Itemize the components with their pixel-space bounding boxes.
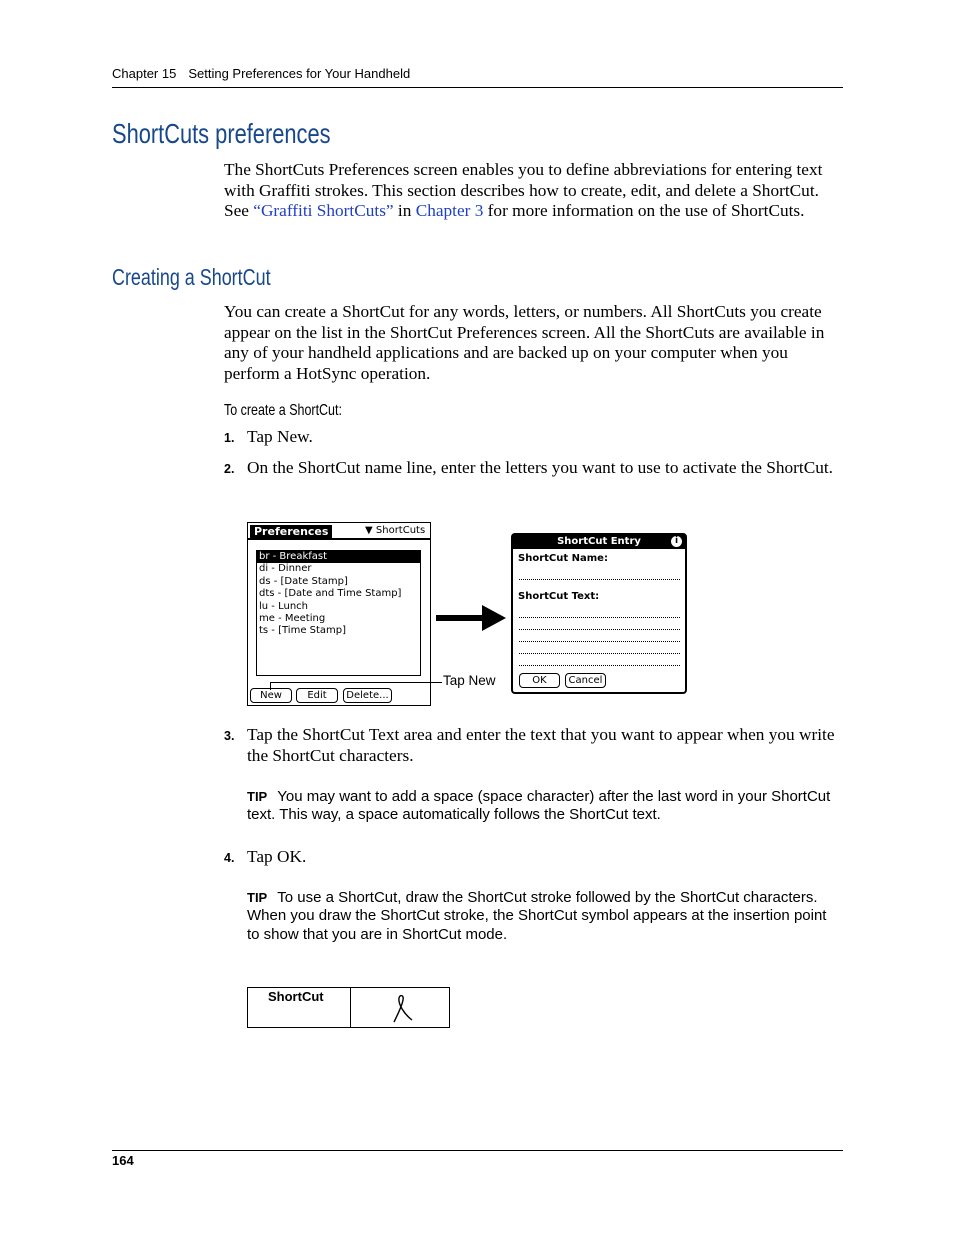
procedure-title: To create a ShortCut: [224, 402, 342, 419]
intro-text-end: for more information on the use of ShortCuts. [483, 201, 805, 220]
ok-button[interactable]: OK [519, 673, 560, 688]
shortcut-list [256, 550, 421, 676]
shortcut-entry-dialog [511, 533, 687, 694]
shortcut-name-field[interactable] [519, 579, 680, 580]
tip-note [247, 788, 837, 825]
step-text: On the ShortCut name line, enter the letters you want to use to activate the ShortCut. [247, 458, 833, 477]
intro-text-between: in [393, 201, 416, 220]
intro-paragraph [224, 160, 844, 222]
shortcut-text-line[interactable] [519, 665, 680, 666]
title-underline [248, 538, 430, 540]
category-picker[interactable] [365, 525, 425, 537]
step-number: 2. [224, 462, 235, 476]
table-divider [350, 988, 351, 1027]
running-header [112, 66, 843, 81]
chapter-3-link[interactable]: Chapter 3 [415, 201, 484, 220]
step-number: 3. [224, 729, 235, 743]
subsection-body: You can create a ShortCut for any words, letters, or numbers. All ShortCuts you create appear on the list in the ShortCut Preferences screen. All the ShortCuts are available in any of your handheld applications and are backed up on your computer when you perform a HotSync operation. [224, 302, 825, 383]
step-text: Tap New. [247, 427, 313, 446]
list-item[interactable]: me - Meeting [259, 612, 326, 624]
tip-label: TIP [247, 890, 268, 905]
shortcut-text-line[interactable] [519, 629, 680, 630]
intro-text: The ShortCuts Preferences screen enables you to define abbreviations for entering text with Graffiti strokes. This section describes how to create, edit, and delete a ShortCut. See [224, 160, 823, 220]
page-number: 164 [112, 1153, 134, 1168]
subsection-title: Creating a ShortCut [112, 264, 271, 290]
section-title: ShortCuts preferences [112, 118, 331, 149]
dropdown-triangle-icon: ▼ [365, 525, 373, 536]
category-label: ShortCuts [375, 525, 426, 536]
shortcut-text-label: ShortCut Text: [518, 591, 600, 602]
shortcut-text-line[interactable] [519, 641, 680, 642]
list-item[interactable]: ts - [Time Stamp] [259, 625, 347, 637]
chapter-number: Chapter 15 [112, 66, 177, 81]
shortcut-text-line[interactable] [519, 617, 680, 618]
callout-line [270, 682, 442, 683]
list-item[interactable]: lu - Lunch [259, 600, 308, 612]
graffiti-shortcuts-link[interactable]: “Graffiti ShortCuts” [253, 201, 394, 220]
header-rule [112, 87, 843, 88]
callout-line [270, 682, 271, 690]
step-text: Tap the ShortCut Text area and enter the text that you want to appear when you write the ShortCut characters. [247, 725, 835, 765]
delete-button[interactable]: Delete... [343, 688, 392, 703]
info-icon[interactable]: i [671, 536, 682, 547]
tap-new-callout: Tap New [443, 673, 496, 688]
tip-text: You may want to add a space (space character) after the last word in your ShortCut text. This way, a space automatically follows the ShortCut text. [247, 788, 831, 824]
shortcut-name-label: ShortCut Name: [518, 553, 608, 564]
dialog-title: ShortCut Entry [513, 535, 685, 549]
step-number: 4. [224, 851, 235, 865]
tip-text: To use a ShortCut, draw the ShortCut stroke followed by the ShortCut characters. When you draw the ShortCut stroke, the ShortCut symbol appears at the insertion point to show that you are in ShortCut mode. [247, 889, 827, 943]
shortcut-symbol-table [247, 987, 450, 1028]
shortcut-table-label: ShortCut [268, 989, 324, 1004]
shortcut-text-line[interactable] [519, 653, 680, 654]
new-button[interactable]: New [250, 688, 292, 703]
footer-rule [112, 1150, 843, 1151]
right-arrow-icon [436, 603, 508, 633]
list-item[interactable]: br - Breakfast [257, 551, 420, 563]
list-item[interactable]: dts - [Date and Time Stamp] [259, 588, 402, 600]
tip-note [247, 889, 837, 944]
step-text: Tap OK. [247, 847, 307, 866]
chapter-title: Setting Preferences for Your Handheld [188, 66, 411, 81]
cancel-button[interactable]: Cancel [565, 673, 606, 688]
list-item[interactable]: di - Dinner [259, 563, 312, 575]
preferences-title: Preferences [250, 525, 332, 539]
edit-button[interactable]: Edit [296, 688, 338, 703]
step-number: 1. [224, 431, 235, 445]
list-item[interactable]: ds - [Date Stamp] [259, 575, 348, 587]
shortcut-stroke-icon [388, 992, 418, 1024]
tip-label: TIP [247, 789, 268, 804]
preferences-screen [247, 522, 431, 706]
